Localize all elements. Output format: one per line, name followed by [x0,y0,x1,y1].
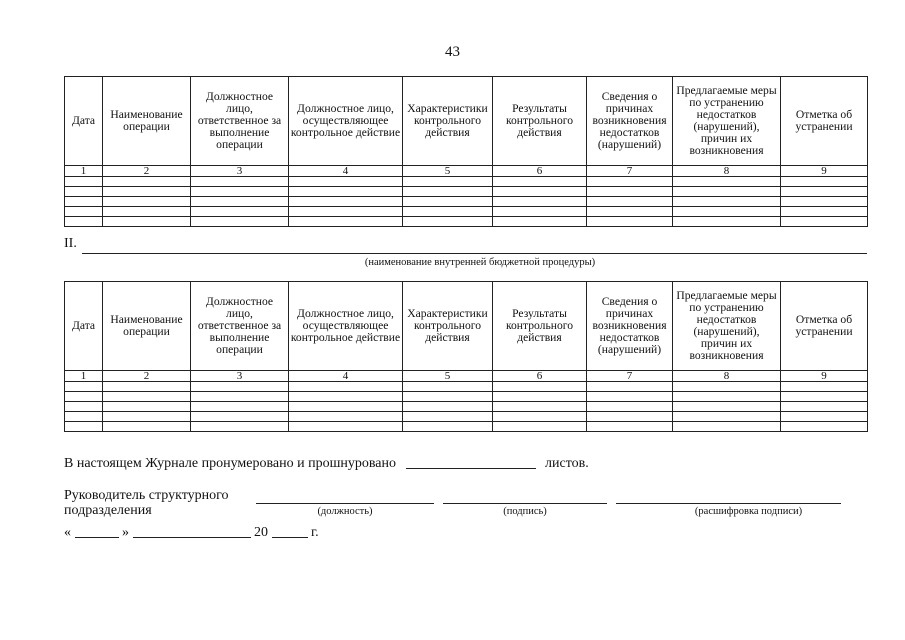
control-log-table-1 [64,76,868,227]
control-log-table-2 [64,281,868,432]
table-row [65,197,868,207]
numbering-text: В настоящем Журнале пронумеровано и прошнуровано [64,456,397,471]
header-date: Дата [65,77,103,166]
table-row [65,402,868,412]
header-control-characteristics: Характеристики контрольного действия [403,77,493,166]
header-control-results: Результаты контрольного действия [493,282,587,371]
column-number: 3 [191,166,289,177]
column-number: 3 [191,371,289,382]
table-row [65,422,868,432]
sheet-count-line [406,468,536,469]
column-number: 7 [587,166,673,177]
date-line [64,525,319,541]
table-header-row [65,282,868,371]
column-number: 2 [103,371,191,382]
header-deficiency-causes: Сведения о причинах возникновения недостатков (нарушений) [587,77,673,166]
decoding-caption: (расшифровка подписи) [694,506,803,517]
header-deficiency-causes: Сведения о причинах возникновения недостатков (нарушений) [587,282,673,371]
header-control-characteristics: Характеристики контрольного действия [403,282,493,371]
header-responsible-official: Должностное лицо, ответственное за выполнение операции [191,77,289,166]
year-prefix: 20 [254,525,268,540]
column-number: 8 [673,166,781,177]
page-number: 43 [445,44,460,60]
column-number: 1 [65,166,103,177]
column-number: 1 [65,371,103,382]
column-number-row [65,371,868,382]
column-number: 9 [781,371,868,382]
head-of-unit-label: Руководитель структурного подразделения [64,488,229,518]
column-number-row [65,166,868,177]
date-open-quote: « [64,525,71,540]
table-row [65,177,868,187]
section-number: II. [64,236,77,251]
header-operation-name: Наименование операции [103,282,191,371]
signature-line [443,503,607,504]
position-line [256,503,434,504]
header-elimination-mark: Отметка об устранении [781,282,868,371]
section-name-line [82,253,867,254]
year-suffix: г. [311,525,319,540]
column-number: 2 [103,166,191,177]
table-row [65,382,868,392]
table-row [65,207,868,217]
month-blank [133,537,251,538]
header-proposed-measures: Предлагаемые меры по устранению недостатков (нарушений), причин их возникновения [673,282,781,371]
header-control-results: Результаты контрольного действия [493,77,587,166]
header-controlling-official: Должностное лицо, осуществляющее контрольное действие [289,77,403,166]
header-date: Дата [65,282,103,371]
header-controlling-official: Должностное лицо, осуществляющее контрольное действие [289,282,403,371]
column-number: 5 [403,371,493,382]
column-number: 5 [403,166,493,177]
column-number: 4 [289,166,403,177]
signature-caption: (подпись) [503,506,547,517]
decoding-line [616,503,841,504]
position-caption: (должность) [317,506,373,517]
column-number: 6 [493,371,587,382]
section-caption: (наименование внутренней бюджетной процедуры) [364,257,596,268]
header-operation-name: Наименование операции [103,77,191,166]
table-row [65,217,868,227]
column-number: 7 [587,371,673,382]
table-row [65,187,868,197]
header-proposed-measures: Предлагаемые меры по устранению недостатков (нарушений), причин их возникновения [673,77,781,166]
column-number: 8 [673,371,781,382]
column-number: 9 [781,166,868,177]
column-number: 4 [289,371,403,382]
day-blank [75,537,119,538]
header-elimination-mark: Отметка об устранении [781,77,868,166]
numbering-statement [64,456,589,472]
header-responsible-official: Должностное лицо, ответственное за выполнение операции [191,282,289,371]
sheets-label: листов. [545,456,589,471]
table-row [65,392,868,402]
year-blank [272,537,308,538]
table-header-row [65,77,868,166]
date-close-quote: » [122,525,129,540]
table-row [65,412,868,422]
column-number: 6 [493,166,587,177]
